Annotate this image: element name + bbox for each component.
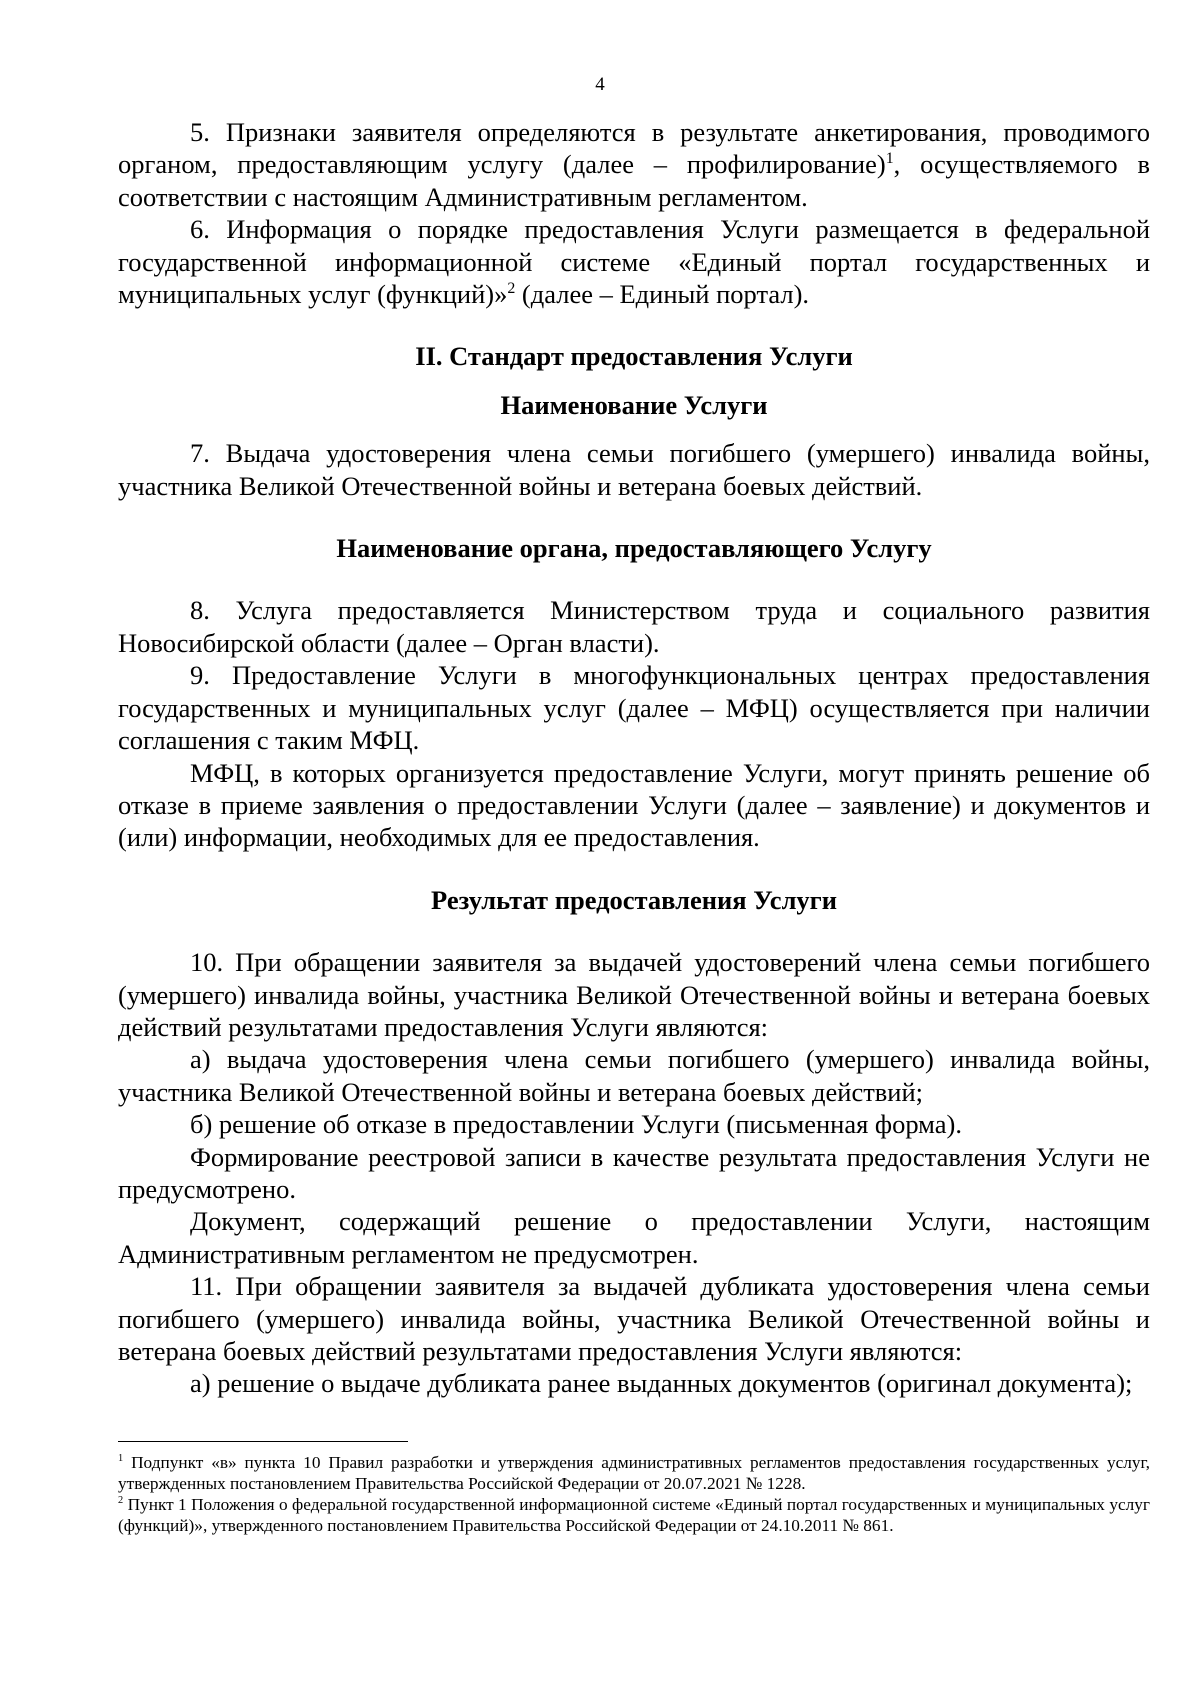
footnote-2: [118, 1494, 1150, 1536]
subheading-service-result: Результат предоставления Услуги: [431, 884, 837, 915]
footnote-divider: [118, 1441, 408, 1442]
paragraph-6: [118, 213, 1150, 310]
footnote-mark-1: 1: [118, 1453, 124, 1465]
paragraph-10: 10. При обращении заявителя за выдачей удостоверений члена семьи погибшего (умершего) инвалида войны, участника Великой Отечественной войны и ветерана боевых действий результатами предоставления Услуги являются:: [118, 947, 1150, 1042]
footnote-2-text: Пункт 1 Положения о федеральной государственной информационной системе «Единый портал государственных и муниципальных услуг (функций)», утвержденного постановлением Правительства Российской Федерации от 24.10.2011 № 861.: [118, 1495, 1150, 1535]
paragraph-5-tail: , осуществляемого в соответствии с настоящим Административным регламентом.: [118, 149, 1150, 212]
paragraph-6-tail: (далее – Единый портал).: [515, 279, 810, 310]
section-heading-standard: II. Стандарт предоставления Услуги: [415, 341, 853, 372]
paragraph-7: 7. Выдача удостоверения члена семьи погибшего (умершего) инвалида войны, участника Великой Отечественной войны и ветерана боевых действий.: [118, 438, 1150, 501]
footnote-mark-2: 2: [118, 1495, 124, 1507]
paragraph-5-text: 5. Признаки заявителя определяются в результате анкетирования, проводимого органом, предоставляющим услугу (далее – профилирование): [118, 117, 1150, 180]
paragraph-10-c: Формирование реестровой записи в качестве результата предоставления Услуги не предусмотрено.: [118, 1141, 1150, 1204]
subheading-service-name: Наименование Услуги: [500, 389, 768, 420]
document-body: [118, 116, 1150, 1400]
paragraph-10-b: б) решение об отказе в предоставлении Услуги (письменная форма).: [190, 1109, 962, 1140]
footnote-1-text: Подпункт «в» пункта 10 Правил разработки и утверждения административных регламентов предоставления государственных услуг, утвержденных постановлением Правительства Российской Федерации от 20.07.2021 № 1228.: [118, 1453, 1150, 1493]
footnote-1: [118, 1452, 1150, 1494]
paragraph-10-d: Документ, содержащий решение о предоставлении Услуги, настоящим Административным регламентом не предусмотрен.: [118, 1206, 1150, 1269]
paragraph-9-mfc: МФЦ, в которых организуется предоставление Услуги, могут принять решение об отказе в приеме заявления о предоставлении Услуги (далее – заявление) и документов и (или) информации, необходимых для ее предоставления.: [118, 757, 1150, 853]
paragraph-10-a: а) выдача удостоверения члена семьи погибшего (умершего) инвалида войны, участника Великой Отечественной войны и ветерана боевых действий;: [118, 1044, 1150, 1107]
paragraph-9: 9. Предоставление Услуги в многофункциональных центрах предоставления государственных и муниципальных услуг (далее – МФЦ) осуществляется при наличии соглашения с таким МФЦ.: [118, 660, 1150, 756]
paragraph-11-a: а) решение о выдаче дубликата ранее выданных документов (оригинал документа);: [190, 1368, 1133, 1399]
paragraph-5: [118, 116, 1150, 213]
footnotes: [118, 1452, 1150, 1536]
footnote-ref-1: 1: [885, 150, 894, 168]
page-number: 4: [595, 74, 605, 95]
subheading-organ-name: Наименование органа, предоставляющего Услугу: [336, 533, 932, 564]
footnote-ref-2: 2: [507, 280, 516, 298]
paragraph-6-text: 6. Информация о порядке предоставления Услуги размещается в федеральной государственной информационной системе «Единый портал государственных и муниципальных услуг (функций)»: [118, 214, 1150, 310]
paragraph-11: 11. При обращении заявителя за выдачей дубликата удостоверения члена семьи погибшего (умершего) инвалида войны, участника Великой Отечественной войны и ветерана боевых действий результатами предоставления Услуги являются:: [118, 1271, 1150, 1366]
paragraph-8: 8. Услуга предоставляется Министерством труда и социального развития Новосибирской области (далее – Орган власти).: [118, 595, 1150, 658]
